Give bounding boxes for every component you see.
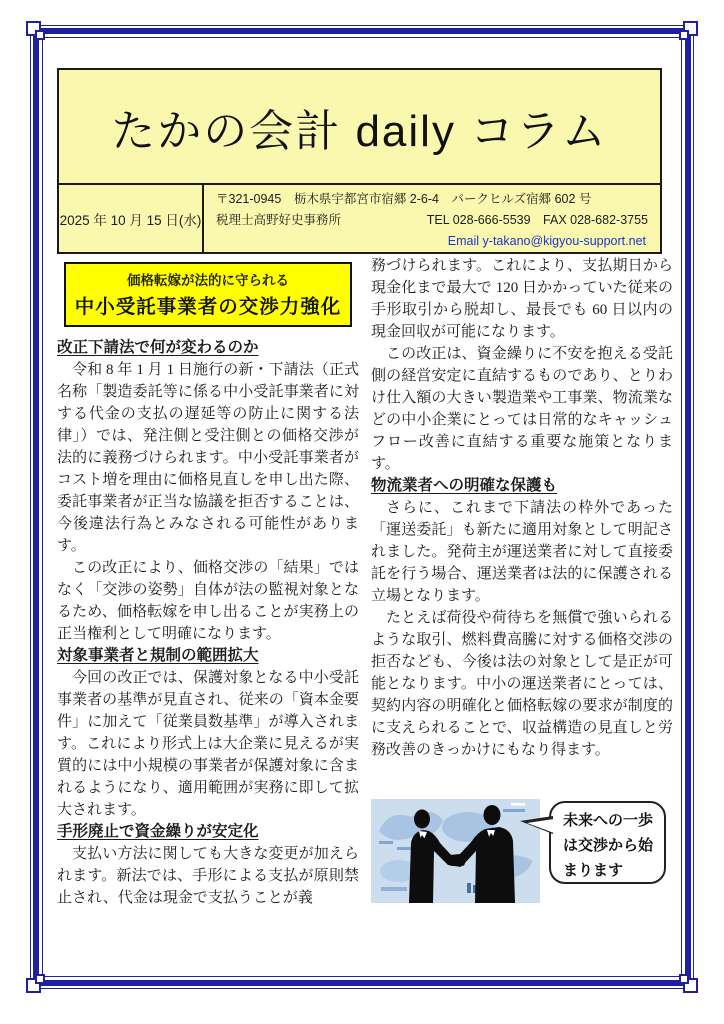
article-paragraph-continued: 務づけられます。これにより、支払期日から現金化まで最大で 120 日かかっていた従来の手形取引から脱却し、最長でも 60 日以内の現金回収が可能になります。 [371, 258, 673, 340]
section-heading: 手形廃止で資金繰りが安定化 [57, 823, 259, 840]
article-paragraph: 今回の改正では、保護対象となる中小受託事業者の基準が見直され、従来の「資本金要件」に加えて「従業員数基準」が導入されます。これにより形式上は大企業に見えるが実質的には中小規模の事業者が保護対象に含まれるようになり、適用範囲が実務に即して拡大されます。 [57, 670, 359, 818]
handshake-illustration [371, 799, 540, 903]
office-name: 税理士高野好史事務所 [216, 213, 342, 227]
newsletter-title: たかの会計 daily コラム [111, 106, 608, 156]
masthead-info-row [57, 183, 662, 254]
handshake-illustration-svg [371, 799, 540, 903]
speech-bubble-line: 未来への一歩 [563, 812, 654, 829]
border-corner-ornament [26, 21, 41, 36]
article-paragraph: さらに、これまで下請法の枠外であった「運送委託」も新たに適用対象として明記されました。発荷主が運送業者に対して直接委託を行う場合、運送業者は法的に保護される立場となります。 [371, 500, 673, 604]
headline-subtitle: 価格転嫁が法的に守られる [127, 273, 289, 288]
article-right-column [371, 255, 673, 761]
office-tel-fax: TEL 028-666-5539 FAX 028-682-3755 [426, 213, 648, 227]
speech-bubble-line: は交渉から始 [563, 837, 654, 854]
office-address: 〒321-0945 栃木県宇都宮市宿郷 2-6-4 パークヒルズ宿郷 602 号 [216, 192, 592, 206]
article-paragraph: この改正は、資金繰りに不安を抱える受託側の経営安定に直結するものであり、とりわけ仕入額の大きい製造業や工事業、物流業などの中小企業にとっては日常的なキャッシュフロー改善に直結する重要な施策となります。 [371, 346, 673, 472]
border-corner-ornament [683, 978, 698, 993]
section-heading: 対象事業者と規制の範囲拡大 [57, 647, 259, 664]
office-email[interactable]: Email y-takano@kigyou-support.net [447, 234, 646, 248]
speech-bubble [549, 801, 666, 884]
border-corner-ornament [26, 978, 41, 993]
office-info-cell [202, 183, 662, 254]
masthead-title-box [57, 68, 662, 185]
article-paragraph: この改正により、価格交渉の「結果」ではなく「交渉の姿勢」自体が法の監視対象となるため、価格転嫁を申し出ることが実務上の正当権利として明確になります。 [57, 560, 359, 642]
border-corner-ornament [683, 21, 698, 36]
speech-bubble-line: まります [563, 862, 624, 879]
section-heading: 改正下請法で何が変わるのか [57, 339, 259, 356]
issue-date: 2025 年 10 月 15 日(水) [57, 183, 204, 254]
article-paragraph: 令和 8 年 1 月 1 日施行の新・下請法（正式名称「製造委託等に係る中小受託事業者に対する代金の支払の遅延等の防止に関する法律」）では、発注側と受注側との価格交渉が法的に義務づけられます。中小受託事業者がコスト増を理由に価格見直しを申し出た際、委託事業者が正当な協議を拒否することは、今後違法行為とみなされる可能性があります。 [57, 362, 359, 554]
article-paragraph: たとえば荷役や荷待ちを無償で強いられるような取引、燃料費高騰に対する価格交渉の拒否なども、今後は法の対象として是正が可能となります。中小の運送業者にとっては、契約内容の明確化と価格転嫁の要求が制度的に支えられることで、収益構造の見直しと労務改善のきっかけにもなり得ます。 [371, 610, 673, 758]
article-left-column [57, 337, 359, 909]
article-paragraph: 支払い方法に関しても大きな変更が加えられます。新法では、手形による支払が原則禁止され、代金は現金で支払うことが義 [57, 846, 359, 906]
section-heading: 物流業者への明確な保護も [371, 477, 558, 494]
office-name-tel-line [216, 210, 650, 231]
headline-badge [64, 262, 352, 327]
headline-title: 中小受託事業者の交渉力強化 [74, 296, 342, 318]
